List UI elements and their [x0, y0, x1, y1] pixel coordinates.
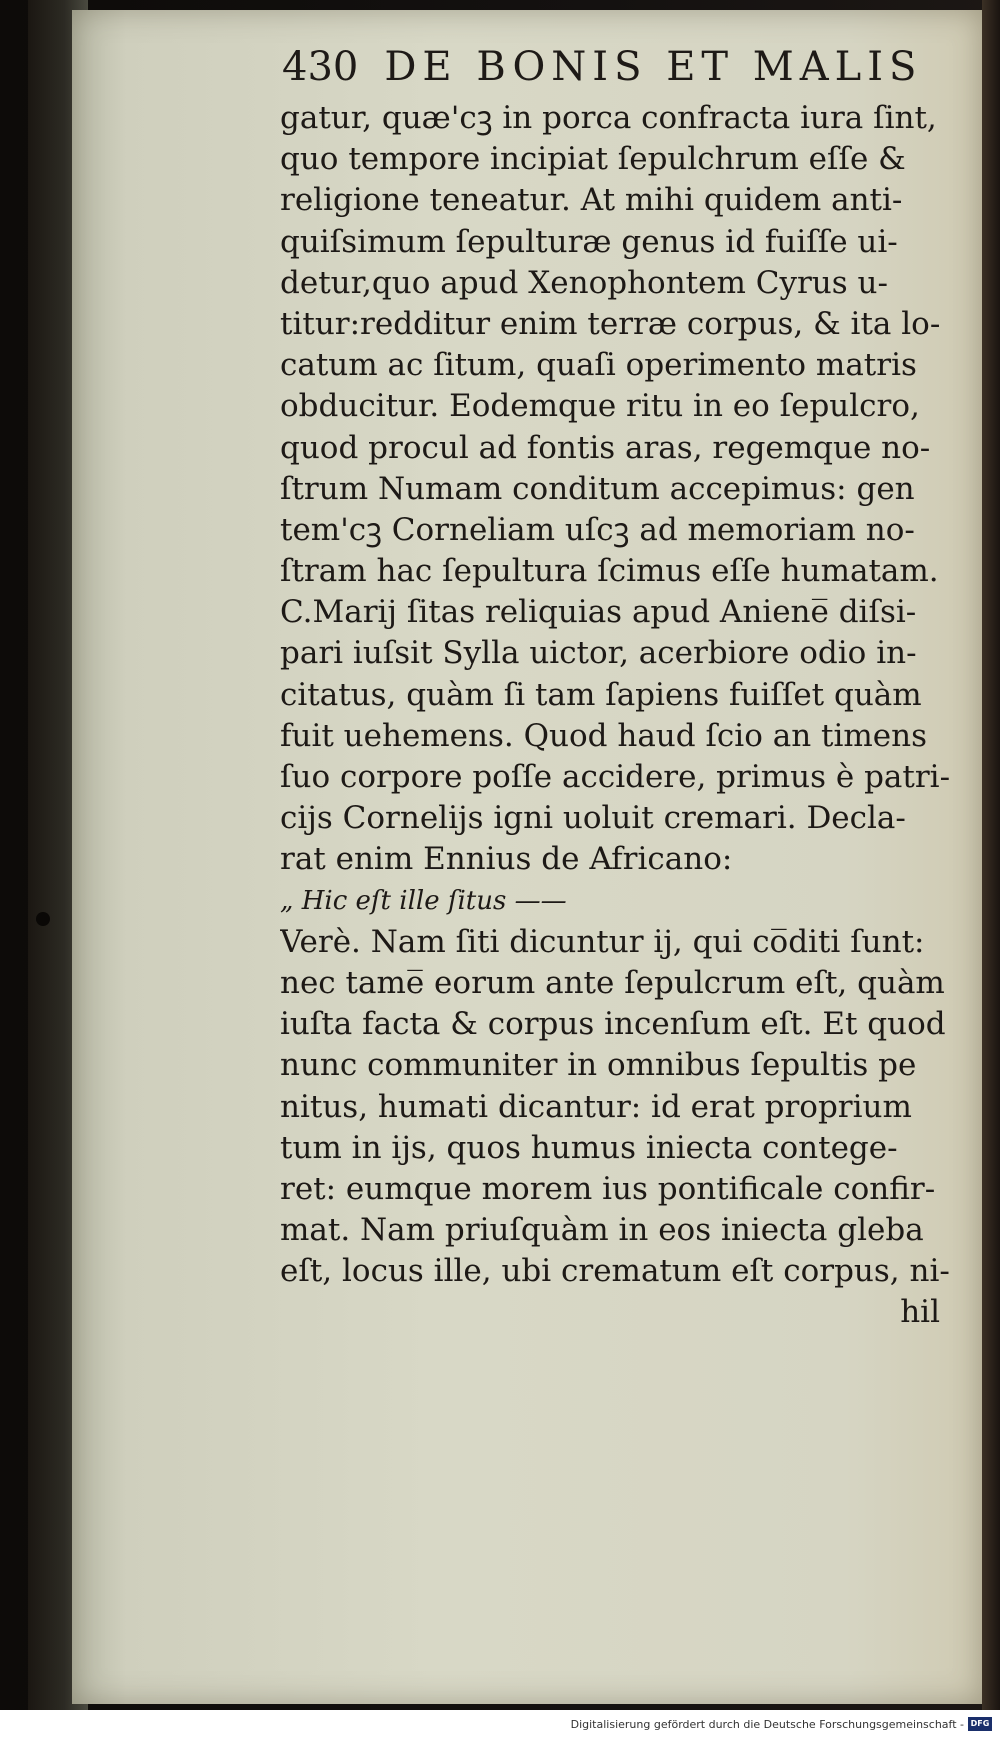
text-line: iuſta facta & corpus incenſum eſt. Et quod [280, 1006, 946, 1043]
funding-credit: Digitalisierung gefördert durch die Deutsche Forschungsgemeinschaft - [570, 1718, 964, 1731]
text-line: detur,quo apud Xenophontem Cyrus u- [280, 264, 888, 301]
text-line: obducitur. Eodemque ritu in eo ſepulcro, [280, 388, 920, 425]
verse-quotation: „ Hic eſt ille ſitus —— [280, 885, 567, 916]
text-line: cijs Cornelijs igni uoluit cremari. Decla- [280, 800, 906, 837]
text-line: citatus, quàm ſi tam ſapiens fuiſſet quàm [280, 676, 922, 713]
ink-blot [36, 912, 50, 926]
dfg-logo: DFG [968, 1717, 992, 1731]
text-line: ſtram hac ſepultura ſcimus eſſe humatam. [280, 553, 939, 590]
text-line: gatur, quæ'cꝫ in porca confracta iura ſint, [280, 100, 937, 136]
text-line: ſtrum Numam conditum accepimus: gen [280, 470, 915, 507]
text-line: C.Marij ſitas reliquias apud Aniene̅ diſsi- [280, 594, 917, 631]
text-line: titur:redditur enim terræ corpus, & ita lo- [280, 305, 941, 342]
text-line: fuit uehemens. Quod haud ſcio an timens [280, 717, 928, 754]
running-head-title: DE BONIS ET MALIS [384, 44, 923, 90]
text-line: rat enim Ennius de Africano: [280, 841, 733, 878]
text-line: nitus, humati dicantur: id erat proprium [280, 1088, 912, 1125]
body-text [280, 98, 980, 1334]
book-page [72, 10, 982, 1704]
text-line: quiſsimum ſepulturæ genus id fuiſſe ui- [280, 223, 898, 260]
text-line: catum ac ſitum, quaſi operimento matris [280, 347, 917, 384]
page-edge-strip [982, 0, 1000, 1710]
text-line: nunc communiter in omnibus ſepultis pe [280, 1047, 917, 1084]
text-line: eſt, locus ille, ubi crematum eſt corpus, ni- [280, 1253, 950, 1290]
text-line: Verè. Nam ſiti dicuntur ij, qui co̅diti ſunt: [280, 923, 925, 960]
catchword: hil [900, 1294, 940, 1331]
text-line: quod procul ad fontis aras, regemque no- [280, 429, 931, 466]
text-line: religione teneatur. At mihi quidem anti- [280, 182, 903, 219]
footer-bar [0, 1710, 1000, 1740]
text-line: quo tempore incipiat ſepulchrum eſſe & [280, 141, 906, 178]
page-number: 430 [282, 44, 359, 90]
text-line: mat. Nam priuſquàm in eos iniecta gleba [280, 1212, 924, 1249]
text-line: ret: eumque morem ius pontificale confir- [280, 1170, 936, 1207]
text-line: tum in ijs, quos humus iniecta contege- [280, 1129, 898, 1166]
text-line: pari iuſsit Sylla uictor, acerbiore odio in- [280, 635, 917, 672]
running-header [282, 44, 962, 90]
text-line: ſuo corpore poſſe accidere, primus è patri- [280, 759, 951, 795]
text-line: nec tame̅ eorum ante ſepulcrum eſt, quàm [280, 964, 945, 1001]
text-line: tem'cꝫ Corneliam uſcꝫ ad memoriam no- [280, 511, 915, 548]
